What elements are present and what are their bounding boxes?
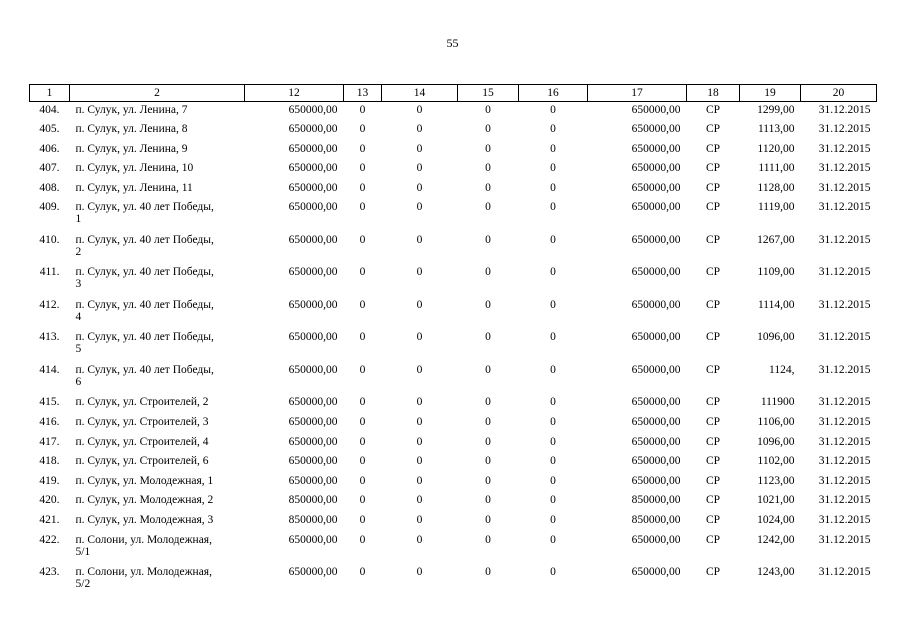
row-address [70, 199, 245, 232]
cell-col-13: 0 [359, 298, 366, 311]
row-address [70, 532, 245, 565]
cell-col-17: 650000,00 [631, 181, 681, 194]
col-header: 12 [245, 85, 344, 102]
cell-col-20: 31.12.2015 [818, 123, 871, 136]
row-address: п. Сулук, ул. Ленина, 11 [75, 181, 193, 194]
cell-col-20: 31.12.2015 [818, 416, 871, 429]
cell-col-19: 1267,00 [757, 233, 795, 246]
cell-col-17: 650000,00 [631, 104, 681, 116]
cell-col-13: 0 [359, 363, 366, 376]
cell-col-12: 650000,00 [288, 435, 338, 448]
cell-col-16: 0 [550, 514, 556, 527]
cell-col-17: 650000,00 [631, 533, 681, 546]
cell-col-15: 0 [485, 298, 491, 311]
cell-col-20: 31.12.2015 [818, 266, 871, 279]
cell-col-19: 1024,00 [757, 514, 795, 527]
cell-col-16: 0 [550, 181, 556, 194]
row-number: 408. [39, 181, 60, 194]
table-row [30, 512, 877, 532]
cell-col-17: 650000,00 [631, 474, 681, 487]
table-row [30, 473, 877, 493]
cell-col-17: 650000,00 [631, 298, 681, 311]
table-row [30, 564, 877, 597]
cell-col-15: 0 [485, 181, 491, 194]
cell-col-20: 31.12.2015 [818, 566, 871, 579]
cell-col-18: СР [705, 455, 721, 468]
row-number: 412. [39, 298, 60, 311]
cell-col-19: 1113,00 [757, 123, 795, 136]
row-address [70, 232, 245, 265]
cell-col-20: 31.12.2015 [818, 363, 871, 376]
table-row [30, 434, 877, 454]
address-line-2: 5/2 [75, 578, 91, 591]
cell-col-15: 0 [485, 331, 491, 344]
cell-col-13: 0 [359, 233, 366, 246]
cell-col-12: 650000,00 [288, 298, 338, 311]
row-number: 417. [39, 435, 60, 448]
cell-col-12: 650000,00 [288, 266, 338, 279]
cell-col-14: 0 [416, 331, 423, 344]
cell-col-19: 1128,00 [757, 181, 795, 194]
cell-col-16: 0 [550, 474, 556, 487]
table-row [30, 160, 877, 180]
cell-col-12: 650000,00 [288, 201, 338, 214]
cell-col-12: 650000,00 [288, 474, 338, 487]
cell-col-18: СР [705, 474, 721, 487]
cell-col-13: 0 [359, 331, 366, 344]
row-address [70, 329, 245, 362]
cell-col-20: 31.12.2015 [818, 181, 871, 194]
cell-col-16: 0 [550, 104, 556, 116]
cell-col-18: СР [705, 416, 721, 429]
address-line-2: 3 [75, 278, 82, 291]
cell-col-20: 31.12.2015 [818, 474, 871, 487]
row-address [70, 362, 245, 395]
address-line-1: п. Сулук, ул. 40 лет Победы, [75, 331, 214, 344]
cell-col-13: 0 [359, 514, 366, 527]
row-address: п. Сулук, ул. Молодежная, 3 [75, 514, 214, 527]
cell-col-12: 850000,00 [288, 514, 338, 527]
address-line-1: п. Солони, ул. Молодежная, [75, 566, 212, 579]
row-number: 414. [39, 363, 60, 376]
cell-col-13: 0 [359, 566, 366, 579]
cell-col-17: 650000,00 [631, 435, 681, 448]
cell-col-13: 0 [359, 162, 366, 175]
data-table [29, 84, 877, 597]
table-row [30, 232, 877, 265]
cell-col-18: СР [705, 123, 721, 136]
table-row [30, 414, 877, 434]
cell-col-18: СР [705, 142, 721, 155]
header-row [30, 85, 877, 102]
cell-col-18: СР [705, 266, 721, 279]
table-row [30, 362, 877, 395]
cell-col-16: 0 [550, 331, 556, 344]
col-header: 20 [801, 85, 877, 102]
cell-col-18: СР [705, 233, 721, 246]
cell-col-14: 0 [416, 298, 423, 311]
cell-col-14: 0 [416, 455, 423, 468]
cell-col-18: СР [705, 298, 721, 311]
cell-col-17: 650000,00 [631, 363, 681, 376]
cell-col-19: 1243,00 [757, 566, 795, 579]
cell-col-16: 0 [550, 162, 556, 175]
cell-col-20: 31.12.2015 [818, 104, 871, 116]
cell-col-17: 650000,00 [631, 233, 681, 246]
cell-col-12: 850000,00 [288, 494, 338, 507]
cell-col-19: 1124, [769, 363, 795, 376]
cell-col-16: 0 [550, 494, 556, 507]
row-number: 409. [39, 201, 60, 214]
table-row [30, 180, 877, 200]
cell-col-20: 31.12.2015 [818, 435, 871, 448]
cell-col-20: 31.12.2015 [818, 233, 871, 246]
cell-col-12: 650000,00 [288, 104, 338, 116]
col-header: 17 [588, 85, 687, 102]
cell-col-17: 650000,00 [631, 455, 681, 468]
row-address: п. Сулук, ул. Ленина, 8 [75, 123, 188, 136]
cell-col-13: 0 [359, 435, 366, 448]
cell-col-12: 650000,00 [288, 181, 338, 194]
row-number: 404. [39, 104, 60, 116]
col-header: 14 [382, 85, 458, 102]
cell-col-14: 0 [416, 363, 423, 376]
cell-col-18: СР [705, 201, 721, 214]
cell-col-17: 650000,00 [631, 142, 681, 155]
cell-col-16: 0 [550, 435, 556, 448]
cell-col-19: 1096,00 [757, 331, 795, 344]
row-number: 419. [39, 474, 60, 487]
cell-col-14: 0 [416, 142, 423, 155]
cell-col-20: 31.12.2015 [818, 331, 871, 344]
address-line-2: 2 [75, 245, 82, 258]
cell-col-16: 0 [550, 201, 556, 214]
cell-col-19: 1109,00 [757, 266, 795, 279]
cell-col-20: 31.12.2015 [818, 455, 871, 468]
cell-col-14: 0 [416, 123, 423, 136]
row-address [70, 564, 245, 597]
cell-col-12: 650000,00 [288, 566, 338, 579]
cell-col-13: 0 [359, 396, 366, 409]
cell-col-12: 650000,00 [288, 331, 338, 344]
row-address: п. Сулук, ул. Ленина, 10 [75, 162, 194, 175]
cell-col-18: СР [705, 104, 721, 116]
cell-col-15: 0 [485, 514, 491, 527]
cell-col-15: 0 [485, 104, 491, 116]
cell-col-13: 0 [359, 266, 366, 279]
cell-col-17: 850000,00 [631, 514, 681, 527]
table-row [30, 394, 877, 414]
address-line-2: 5/1 [75, 545, 91, 558]
cell-col-14: 0 [416, 435, 423, 448]
cell-col-12: 650000,00 [288, 162, 338, 175]
cell-col-18: СР [705, 494, 721, 507]
col-header: 13 [344, 85, 382, 102]
cell-col-15: 0 [485, 494, 491, 507]
cell-col-19: 1114,00 [757, 298, 795, 311]
col-header: 16 [519, 85, 588, 102]
cell-col-17: 650000,00 [631, 566, 681, 579]
cell-col-12: 650000,00 [288, 363, 338, 376]
cell-col-13: 0 [359, 201, 366, 214]
cell-col-13: 0 [359, 181, 366, 194]
cell-col-15: 0 [485, 201, 491, 214]
cell-col-15: 0 [485, 455, 491, 468]
cell-col-18: СР [705, 396, 721, 409]
address-line-1: п. Сулук, ул. 40 лет Победы, [75, 233, 214, 246]
cell-col-13: 0 [359, 123, 366, 136]
cell-col-19: 1021,00 [757, 494, 795, 507]
cell-col-20: 31.12.2015 [818, 533, 871, 546]
cell-col-18: СР [705, 363, 721, 376]
col-header: 1 [30, 85, 70, 102]
row-address: п. Сулук, ул. Ленина, 9 [75, 142, 188, 155]
cell-col-14: 0 [416, 533, 423, 546]
cell-col-14: 0 [416, 566, 423, 579]
cell-col-12: 650000,00 [288, 416, 338, 429]
cell-col-20: 31.12.2015 [818, 162, 871, 175]
cell-col-12: 650000,00 [288, 142, 338, 155]
row-number: 405. [39, 123, 60, 136]
cell-col-12: 650000,00 [288, 533, 338, 546]
row-number: 407. [39, 162, 60, 175]
cell-col-15: 0 [485, 266, 491, 279]
row-address [70, 264, 245, 297]
address-line-1: п. Сулук, ул. 40 лет Победы, [75, 201, 214, 214]
cell-col-13: 0 [359, 533, 366, 546]
cell-col-16: 0 [550, 566, 556, 579]
cell-col-19: 1106,00 [757, 416, 795, 429]
row-number: 415. [39, 396, 60, 409]
cell-col-16: 0 [550, 396, 556, 409]
cell-col-18: СР [705, 435, 721, 448]
row-number: 421. [39, 514, 60, 527]
cell-col-14: 0 [416, 233, 423, 246]
cell-col-16: 0 [550, 455, 556, 468]
table-row [30, 453, 877, 473]
cell-col-14: 0 [416, 396, 423, 409]
cell-col-17: 650000,00 [631, 266, 681, 279]
address-line-2: 5 [75, 343, 82, 356]
table-row [30, 264, 877, 297]
col-header: 19 [740, 85, 801, 102]
table-row [30, 297, 877, 330]
col-header: 2 [70, 85, 245, 102]
cell-col-19: 1111,00 [758, 162, 795, 175]
cell-col-15: 0 [485, 533, 491, 546]
cell-col-19: 111900 [760, 396, 795, 409]
cell-col-18: СР [705, 566, 721, 579]
table-row [30, 199, 877, 232]
cell-col-16: 0 [550, 298, 556, 311]
address-line-1: п. Сулук, ул. 40 лет Победы, [75, 266, 214, 279]
cell-col-17: 650000,00 [631, 162, 681, 175]
table-row [30, 329, 877, 362]
row-address: п. Сулук, ул. Строителей, 3 [75, 416, 209, 429]
cell-col-16: 0 [550, 123, 556, 136]
cell-col-19: 1119,00 [757, 201, 795, 214]
cell-col-20: 31.12.2015 [818, 201, 871, 214]
row-address: п. Сулук, ул. Молодежная, 2 [75, 494, 214, 507]
cell-col-16: 0 [550, 142, 556, 155]
address-line-2: 4 [75, 310, 82, 323]
cell-col-14: 0 [416, 494, 423, 507]
cell-col-13: 0 [359, 494, 366, 507]
address-line-1: п. Сулук, ул. 40 лет Победы, [75, 363, 214, 376]
cell-col-18: СР [705, 181, 721, 194]
cell-col-12: 650000,00 [288, 455, 338, 468]
page-number: 55 [446, 36, 459, 50]
row-number: 413. [39, 331, 60, 344]
cell-col-18: СР [705, 533, 721, 546]
cell-col-20: 31.12.2015 [818, 142, 871, 155]
address-line-1: п. Сулук, ул. 40 лет Победы, [75, 298, 214, 311]
cell-col-18: СР [705, 331, 721, 344]
cell-col-19: 1102,00 [757, 455, 795, 468]
cell-col-16: 0 [550, 363, 556, 376]
row-number: 418. [39, 455, 60, 468]
table-row [30, 141, 877, 161]
col-header: 18 [687, 85, 740, 102]
cell-col-16: 0 [550, 533, 556, 546]
table-body [30, 102, 877, 597]
table-row [30, 102, 877, 122]
row-number: 410. [39, 233, 60, 246]
row-number: 423. [39, 566, 60, 579]
cell-col-14: 0 [416, 474, 423, 487]
row-address: п. Сулук, ул. Строителей, 2 [75, 396, 209, 409]
cell-col-12: 650000,00 [288, 123, 338, 136]
cell-col-15: 0 [485, 233, 491, 246]
cell-col-14: 0 [416, 181, 423, 194]
table-row [30, 492, 877, 512]
cell-col-16: 0 [550, 416, 556, 429]
cell-col-19: 1096,00 [757, 435, 795, 448]
row-number: 420. [39, 494, 60, 507]
cell-col-19: 1123,00 [757, 474, 795, 487]
cell-col-17: 650000,00 [631, 201, 681, 214]
cell-col-12: 650000,00 [288, 233, 338, 246]
cell-col-15: 0 [485, 142, 491, 155]
row-number: 406. [39, 142, 60, 155]
row-address: п. Сулук, ул. Строителей, 4 [75, 435, 209, 448]
cell-col-18: СР [705, 514, 721, 527]
cell-col-20: 31.12.2015 [818, 298, 871, 311]
cell-col-17: 650000,00 [631, 123, 681, 136]
cell-col-14: 0 [416, 201, 423, 214]
cell-col-15: 0 [485, 396, 491, 409]
row-address: п. Сулук, ул. Молодежная, 1 [75, 474, 214, 487]
row-address [70, 297, 245, 330]
cell-col-15: 0 [485, 162, 491, 175]
cell-col-19: 1242,00 [757, 533, 795, 546]
table-row [30, 121, 877, 141]
cell-col-18: СР [705, 162, 721, 175]
cell-col-19: 1299,00 [757, 104, 795, 116]
cell-col-15: 0 [485, 474, 491, 487]
cell-col-16: 0 [550, 233, 556, 246]
row-number: 416. [39, 416, 60, 429]
cell-col-17: 850000,00 [631, 494, 681, 507]
row-address: п. Сулук, ул. Ленина, 7 [75, 104, 188, 116]
cell-col-13: 0 [359, 142, 366, 155]
cell-col-13: 0 [359, 455, 366, 468]
cell-col-15: 0 [485, 363, 491, 376]
cell-col-14: 0 [416, 162, 423, 175]
row-number: 411. [39, 266, 60, 279]
address-line-1: п. Солони, ул. Молодежная, [75, 533, 212, 546]
row-address: п. Сулук, ул. Строителей, 6 [75, 455, 209, 468]
cell-col-19: 1120,00 [757, 142, 795, 155]
cell-col-14: 0 [416, 104, 423, 116]
cell-col-12: 650000,00 [288, 396, 338, 409]
cell-col-20: 31.12.2015 [818, 494, 871, 507]
cell-col-15: 0 [485, 566, 491, 579]
cell-col-20: 31.12.2015 [818, 514, 871, 527]
col-header: 15 [458, 85, 519, 102]
cell-col-17: 650000,00 [631, 416, 681, 429]
cell-col-13: 0 [359, 104, 366, 116]
cell-col-15: 0 [485, 416, 491, 429]
cell-col-17: 650000,00 [631, 396, 681, 409]
address-line-2: 6 [75, 375, 82, 388]
cell-col-15: 0 [485, 435, 491, 448]
cell-col-20: 31.12.2015 [818, 396, 871, 409]
row-number: 422. [39, 533, 60, 546]
address-line-2: 1 [75, 213, 82, 226]
cell-col-17: 650000,00 [631, 331, 681, 344]
cell-col-14: 0 [416, 266, 423, 279]
table-row [30, 532, 877, 565]
cell-col-16: 0 [550, 266, 556, 279]
cell-col-13: 0 [359, 416, 366, 429]
cell-col-13: 0 [359, 474, 366, 487]
cell-col-14: 0 [416, 416, 423, 429]
cell-col-15: 0 [485, 123, 491, 136]
cell-col-14: 0 [416, 514, 423, 527]
